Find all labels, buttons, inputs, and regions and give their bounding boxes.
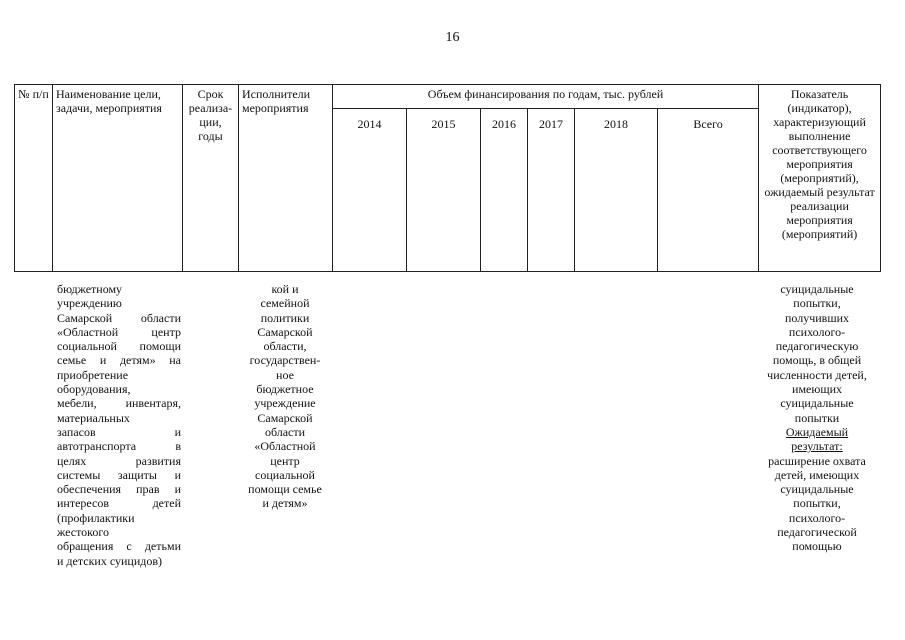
indicator-line: детей, имеющих (774, 467, 860, 482)
name-line: оборудования, (57, 382, 131, 397)
executor-line: социальной (255, 467, 315, 482)
executor-line: государствен- (249, 353, 321, 368)
indicator-line: суицидальные (780, 482, 854, 497)
header-year-2016: 2016 (481, 109, 528, 272)
executor-line: помощи семье (248, 482, 322, 497)
indicator-line: помощь, в общей (772, 353, 862, 368)
row-name-cell (57, 282, 181, 568)
table-header (14, 84, 881, 272)
executor-line: Самарской (257, 410, 313, 425)
indicator-line: суицидальные (780, 282, 854, 296)
name-line: семье и детям» на (57, 353, 181, 368)
name-line: системы защиты и (57, 467, 181, 482)
executor-line: «Областной (254, 439, 316, 454)
name-line: материальных (57, 410, 130, 425)
name-line: интересов детей (57, 496, 181, 511)
indicator-line: педагогическую (775, 339, 859, 354)
indicator-line: получивших (784, 310, 850, 325)
indicator-line: психолого- (788, 324, 846, 339)
executor-line: кой и (271, 282, 299, 296)
executor-line: области (264, 424, 306, 439)
indicator-line: имеющих (792, 382, 842, 397)
row-executors-cell (240, 282, 330, 511)
name-line: приобретение (57, 367, 129, 382)
name-line: целях развития (57, 453, 181, 468)
name-line: обращения с детьми (57, 539, 181, 554)
expected-result-label: результат: (791, 439, 843, 454)
executor-line: области, (263, 339, 307, 354)
header-term: Срок реализа-ции, годы (183, 85, 239, 272)
expected-result-label: Ожидаемый (785, 424, 849, 439)
executor-line: центр (270, 453, 300, 468)
indicator-line: суицидальные (780, 396, 854, 411)
header-financing: Объем финансирования по годам, тыс. рублей (333, 85, 759, 109)
name-line: учреждению (57, 296, 122, 311)
indicator-line: попытки, (793, 296, 841, 311)
name-line: запасов и (57, 424, 181, 439)
header-year-2015: 2015 (407, 109, 481, 272)
executor-line: семейной (260, 296, 310, 311)
header-year-2018: 2018 (575, 109, 658, 272)
executor-line: и детям» (262, 496, 308, 511)
indicator-line: педагогической (777, 525, 857, 540)
name-line: бюджетному (57, 282, 123, 296)
name-line: социальной помощи (57, 339, 181, 354)
name-line: обеспечения прав и (57, 482, 181, 497)
indicator-line: психолого- (788, 510, 846, 525)
name-line: (профилактики (57, 510, 135, 525)
name-line: жестокого (57, 525, 110, 540)
executor-line: учреждение (254, 396, 316, 411)
name-line: мебели, инвентаря, (57, 396, 181, 411)
name-line: и детских суицидов) (57, 553, 163, 568)
row-indicator-cell (757, 282, 877, 554)
name-line: «Областной центр (57, 324, 181, 339)
header-executors: Исполнители мероприятия (239, 85, 333, 272)
header-indicator: Показатель (индикатор), характеризующий выполнение соответствующего мероприятия (мероприятий), ожидаемый результат реализации мероприятия (мероприятий) (759, 85, 881, 272)
page-number: 16 (445, 30, 460, 45)
header-num: № п/п (15, 85, 53, 272)
executor-line: бюджетное (256, 382, 314, 397)
header-year-2014: 2014 (333, 109, 407, 272)
indicator-line: расширение охвата (768, 453, 866, 468)
header-name: Наименование цели, задачи, мероприятия (53, 85, 183, 272)
name-line: автотранспорта в (57, 439, 181, 454)
name-line: Самарской области (57, 310, 181, 325)
indicator-line: численности детей, (767, 367, 867, 382)
header-year-total: Всего (658, 109, 759, 272)
executor-line: Самарской (257, 324, 313, 339)
executor-line: политики (260, 310, 310, 325)
executor-line: ное (276, 367, 294, 382)
header-year-2017: 2017 (528, 109, 575, 272)
indicator-line: попытки (794, 410, 840, 425)
indicator-line: попытки, (793, 496, 841, 511)
indicator-line: помощью (792, 539, 842, 554)
